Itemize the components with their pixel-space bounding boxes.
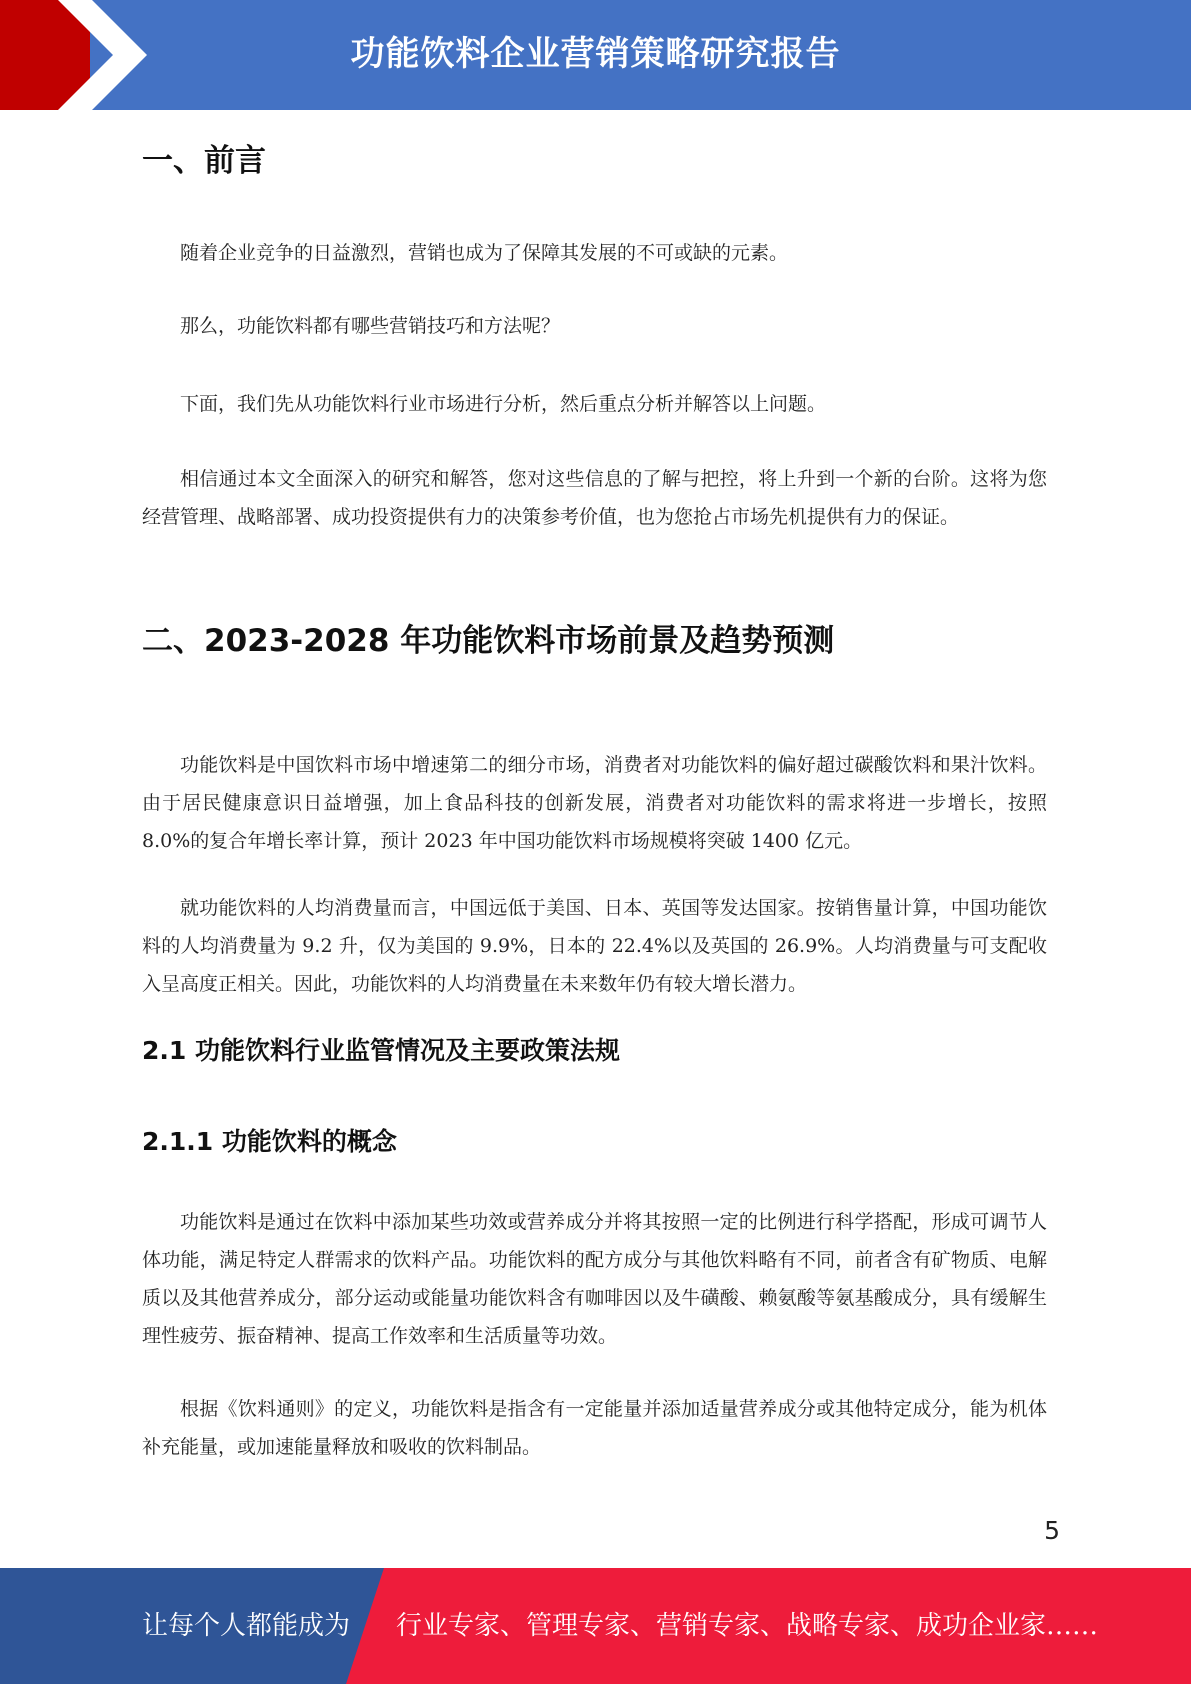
report-header (0, 0, 1191, 110)
paragraph: 相信通过本文全面深入的研究和解答，您对这些信息的了解与把控，将上升到一个新的台阶。这将为您经营管理、战略部署、成功投资提供有力的决策参考价值，也为您抢占市场先机提供有力的保证。 (142, 468, 1047, 528)
report-footer (0, 1568, 1191, 1684)
paragraph: 那么，功能饮料都有哪些营销技巧和方法呢？ (180, 315, 561, 337)
paragraph: 根据《饮料通则》的定义，功能饮料是指含有一定能量并添加适量营养成分或其他特定成分，能为机体补充能量，或加速能量释放和吸收的饮料制品。 (142, 1398, 1047, 1458)
section-heading-forecast: 二、2023-2028 年功能饮料市场前景及趋势预测 (142, 623, 835, 659)
paragraph: 随着企业竞争的日益激烈，营销也成为了保障其发展的不可或缺的元素。 (180, 242, 789, 264)
paragraph: 功能饮料是通过在饮料中添加某些功效或营养成分并将其按照一定的比例进行科学搭配，形成可调节人体功能，满足特定人群需求的饮料产品。功能饮料的配方成分与其他饮料略有不同，前者含有矿物质、电解质以及其他营养成分，部分运动或能量功能饮料含有咖啡因以及牛磺酸、赖氨酸等氨基酸成分，具有缓解生理性疲劳、振奋精神、提高工作效率和生活质量等功效。 (142, 1211, 1047, 1347)
section-heading-preface: 一、前言 (142, 143, 266, 179)
footer-slogan-right: 行业专家、管理专家、营销专家、战略专家、成功企业家…… (396, 1611, 1099, 1641)
paragraph: 功能饮料是中国饮料市场中增速第二的细分市场，消费者对功能饮料的偏好超过碳酸饮料和果汁饮料。由于居民健康意识日益增强，加上食品科技的创新发展，消费者对功能饮料的需求将进一步增长，按照 8.0%的复合年增长率计算，预计 2023 年中国功能饮料市场规模将突破 1400 亿元。 (142, 754, 1047, 852)
paragraph: 下面，我们先从功能饮料行业市场进行分析，然后重点分析并解答以上问题。 (180, 393, 827, 415)
subsection-heading-2-1: 2.1 功能饮料行业监管情况及主要政策法规 (142, 1036, 620, 1065)
subsection-heading-2-1-1: 2.1.1 功能饮料的概念 (142, 1127, 397, 1156)
footer-slogan-left: 让每个人都能成为 (142, 1611, 351, 1641)
page-number: 5 (1044, 1516, 1060, 1545)
report-title: 功能饮料企业营销策略研究报告 (350, 34, 841, 74)
paragraph: 就功能饮料的人均消费量而言，中国远低于美国、日本、英国等发达国家。按销售量计算，中国功能饮料的人均消费量为 9.2 升，仅为美国的 9.9%，日本的 22.4%以及英国的 26.9%。人均消费量与可支配收入呈高度正相关。因此，功能饮料的人均消费量在未来数年仍有较大增长潜力。 (142, 897, 1047, 995)
